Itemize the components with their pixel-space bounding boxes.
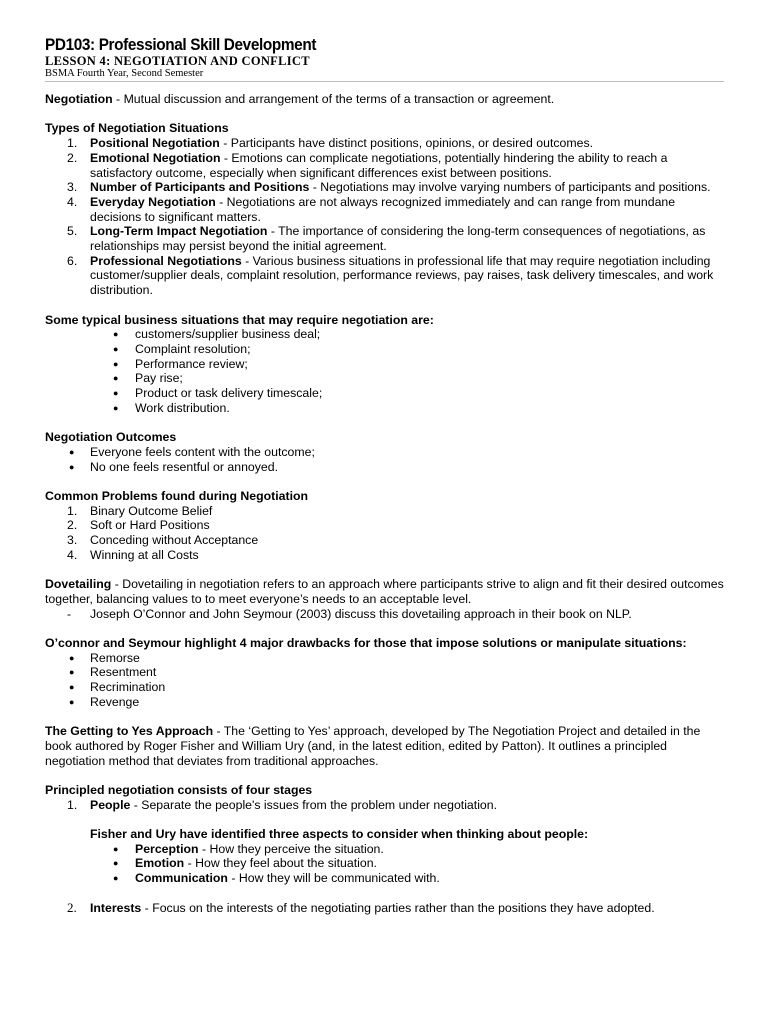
list-term: Communication [135, 871, 228, 886]
principled-stages-list-2 [45, 901, 725, 916]
aspects-list [45, 842, 725, 886]
list-text: Winning at all Costs [90, 547, 199, 562]
list-text: Pay rise; [135, 371, 183, 386]
list-text: Resentment [90, 665, 157, 680]
list-text: Work distribution. [135, 400, 230, 415]
business-list [45, 327, 725, 415]
list-number: 2. [67, 150, 78, 165]
list-text: - Negotiations are not always recognized immediately and can range from mundane decisions to significant matters. [90, 194, 676, 224]
list-item [45, 180, 725, 195]
list-text: Complaint resolution; [135, 341, 251, 356]
types-heading: Types of Negotiation Situations [45, 121, 229, 136]
list-item [45, 842, 725, 857]
list-text: - Various business situations in professional life that may require negotiation including customer/supplier deals, complaint resolution, performance reviews, pay raises, task delivery timescales, and work distribution. [90, 253, 714, 298]
dovetailing-paragraph: Dovetailing - Dovetailing in negotiation refers to an approach where participants strive to align and fit their desired outcomes together, balancing values to to meet everyone’s needs to an acceptable level. [45, 577, 724, 606]
list-item [45, 504, 725, 519]
drawbacks-list [45, 651, 725, 710]
list-item [45, 224, 725, 253]
list-item [45, 680, 725, 695]
bullet-icon: ● [69, 461, 75, 472]
list-term: Positional Negotiation [90, 136, 220, 151]
list-number: 2. [67, 518, 78, 533]
principled-stages-list [45, 798, 725, 813]
problems-list [45, 504, 725, 563]
list-item [45, 548, 725, 563]
dovetailing-note-list [45, 607, 725, 622]
bullet-icon: ● [69, 696, 75, 707]
list-number: 4. [67, 547, 78, 562]
list-item [45, 254, 725, 298]
list-text: - Participants have distinct positions, opinions, or desired outcomes. [219, 136, 594, 151]
list-term: Number of Participants and Positions [90, 180, 310, 195]
negotiation-definition: Negotiation - Mutual discussion and arrangement of the terms of a transaction or agreement. [45, 92, 555, 106]
bullet-icon: ● [113, 402, 119, 413]
bullet-icon: ● [113, 873, 119, 884]
list-text: Revenge [90, 694, 140, 709]
list-item [45, 357, 725, 372]
bullet-icon: ● [113, 858, 119, 869]
list-item [45, 533, 725, 548]
list-number: 6. [67, 253, 78, 268]
list-item [45, 856, 725, 871]
list-item [45, 871, 725, 886]
list-number: 1. [67, 136, 78, 151]
list-item [45, 327, 725, 342]
header-divider [45, 81, 724, 82]
list-text: Conceding without Acceptance [90, 533, 259, 548]
outcomes-list [45, 445, 725, 474]
bullet-icon: ● [113, 373, 119, 384]
bullet-icon: ● [69, 682, 75, 693]
list-text: - The importance of considering the long-term consequences of negotiations, as relationships may persist beyond the initial agreement. [90, 224, 706, 254]
list-item [45, 460, 725, 475]
stage-item-interests: 2. Interests - Focus on the interests of the negotiating parties rather than the positions they have adopted. [67, 899, 655, 915]
list-text: - How they feel about the situation. [184, 856, 377, 871]
bullet-icon: ● [113, 329, 119, 340]
list-term: Professional Negotiations [90, 253, 242, 268]
list-item [45, 651, 725, 666]
bullet-icon: ● [69, 652, 75, 663]
aspects-heading: Fisher and Ury have identified three aspects to consider when thinking about people: [90, 827, 589, 842]
list-text: - How they will be communicated with. [227, 871, 440, 886]
list-item [45, 371, 725, 386]
list-item [45, 386, 725, 401]
list-text: Recrimination [90, 680, 166, 695]
list-term: Emotion [135, 856, 185, 871]
types-list [45, 136, 725, 298]
drawbacks-heading: O’connor and Seymour highlight 4 major drawbacks for those that impose solutions or manipulate situations: [45, 635, 687, 650]
list-number: 3. [67, 180, 78, 195]
problems-heading: Common Problems found during Negotiation [45, 488, 309, 503]
document-body [45, 92, 725, 915]
bullet-icon: ● [113, 343, 119, 354]
list-text: Remorse [90, 650, 140, 665]
list-text: Everyone feels content with the outcome; [90, 444, 315, 459]
list-text: No one feels resentful or annoyed. [90, 459, 278, 474]
getting-to-yes-paragraph: The Getting to Yes Approach - The ‘Getting to Yes’ approach, developed by The Negotiation Project and detailed in the book authored by Roger Fisher and William Ury (and, in the latest edition, edited by Patton). It outlines a principled negotiation method that deviates from traditional approaches. [45, 724, 701, 768]
list-item [45, 151, 725, 180]
list-text: customers/supplier business deal; [135, 327, 321, 342]
principled-heading: Principled negotiation consists of four stages [45, 782, 313, 797]
document-header [45, 36, 725, 80]
bullet-icon: ● [69, 446, 75, 457]
list-text: - How they perceive the situation. [198, 841, 384, 856]
list-item [45, 401, 725, 416]
course-title: PD103: Professional Skill Development [45, 36, 317, 54]
list-item: - Joseph O’Connor and John Seymour (2003) discuss this dovetailing approach in their book on NLP. [67, 606, 632, 621]
list-number: 3. [67, 533, 78, 548]
list-text: - Emotions can complicate negotiations, potentially hindering the ability to reach a satisfactory outcome, especially when significant differences exist between positions. [90, 150, 668, 180]
list-text: - Negotiations may involve varying numbers of participants and positions. [309, 180, 711, 195]
list-text: Product or task delivery timescale; [135, 386, 323, 401]
lesson-title: LESSON 4: NEGOTIATION AND CONFLICT [45, 54, 310, 68]
list-text: Performance review; [135, 356, 248, 371]
list-item [45, 445, 725, 460]
list-item [45, 518, 725, 533]
list-item [45, 342, 725, 357]
list-item [45, 665, 725, 680]
outcomes-heading: Negotiation Outcomes [45, 430, 177, 445]
bullet-icon: ● [69, 667, 75, 678]
list-term: Emotional Negotiation [90, 150, 221, 165]
bullet-icon: ● [113, 388, 119, 399]
stage-item-people: 1. People - Separate the people's issues from the problem under negotiation. [67, 797, 498, 812]
list-text: Soft or Hard Positions [90, 518, 210, 533]
list-number: 4. [67, 194, 78, 209]
list-item [45, 695, 725, 710]
semester-label: BSMA Fourth Year, Second Semester [45, 68, 204, 79]
list-term: Perception [135, 841, 199, 856]
list-term: Long-Term Impact Negotiation [90, 224, 268, 239]
bullet-icon: ● [113, 843, 119, 854]
bullet-icon: ● [113, 358, 119, 369]
business-heading: Some typical business situations that may require negotiation are: [45, 312, 434, 327]
list-number: 1. [67, 503, 78, 518]
list-text: Binary Outcome Belief [90, 503, 213, 518]
list-item [45, 195, 725, 224]
list-term: Everyday Negotiation [90, 194, 216, 209]
list-item [45, 136, 725, 151]
list-number: 5. [67, 224, 78, 239]
